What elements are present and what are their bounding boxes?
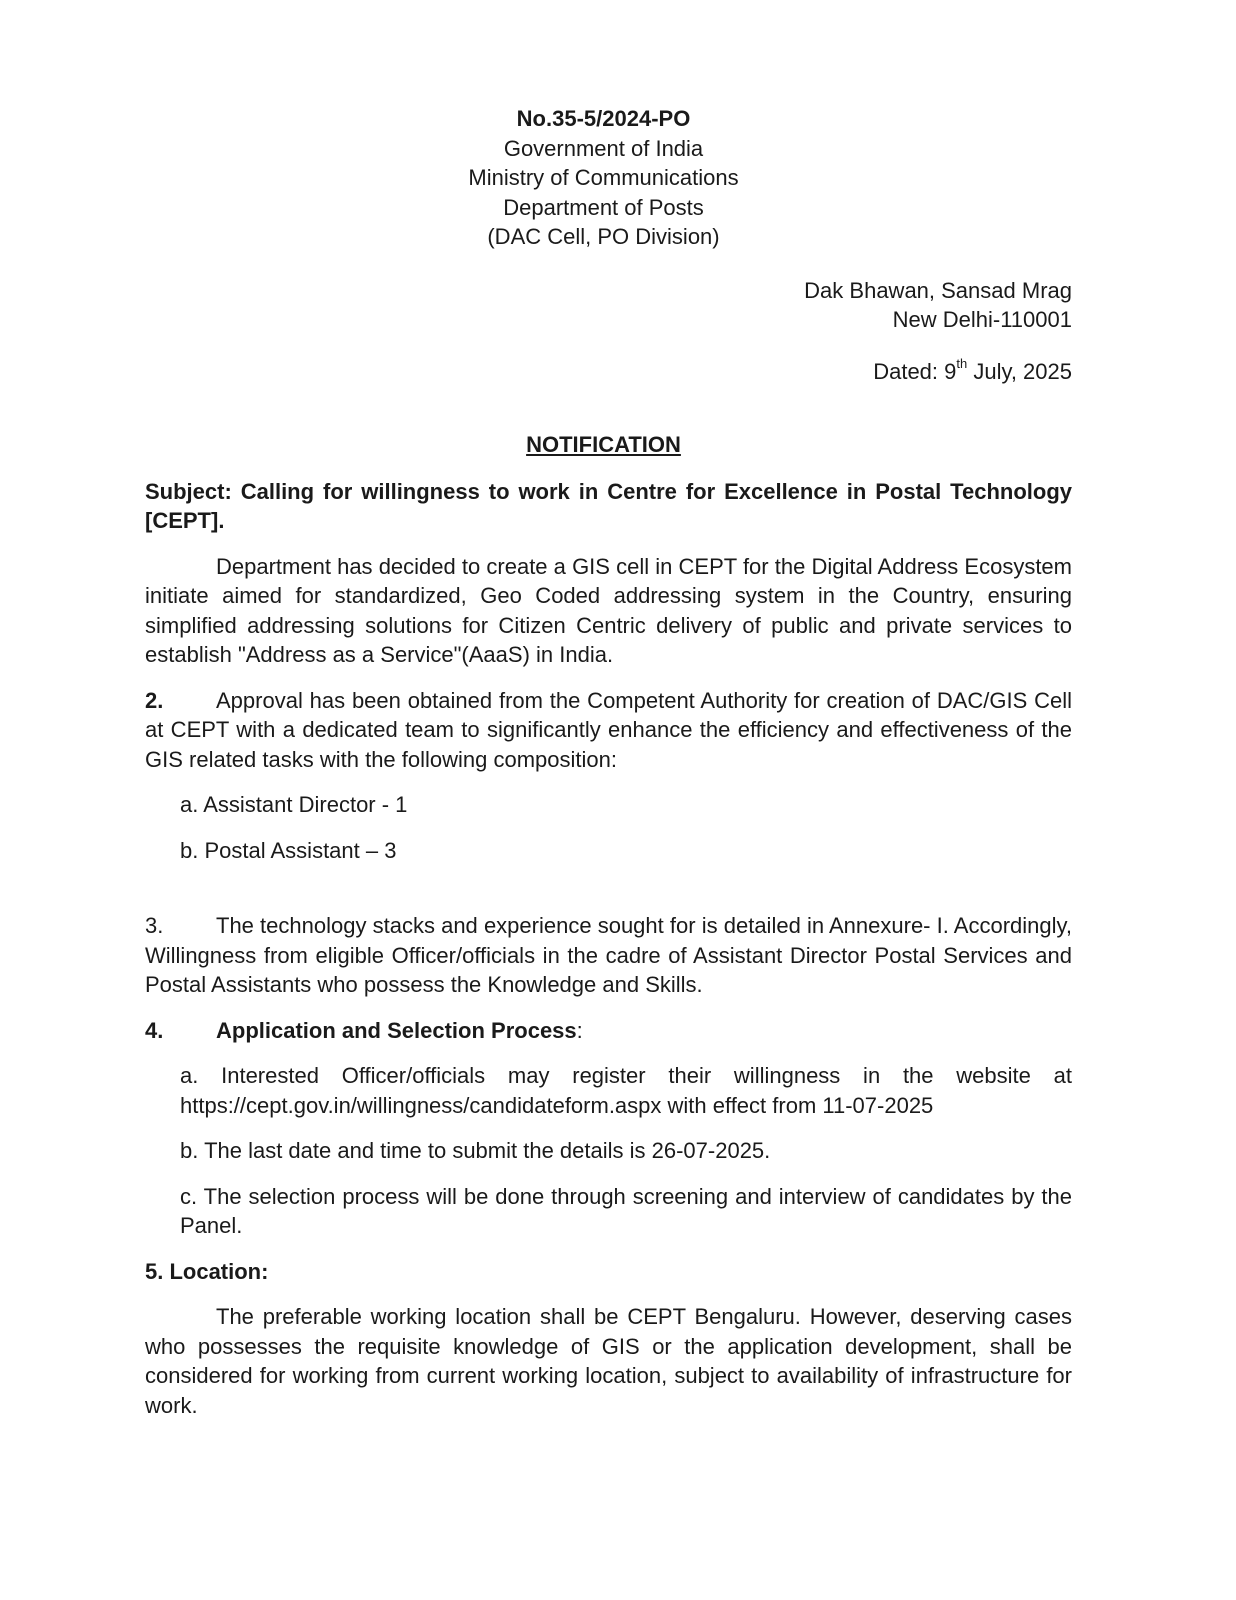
paragraph-2 xyxy=(145,686,1072,775)
composition-item-a: a. Assistant Director - 1 xyxy=(180,792,408,817)
address-line-2: New Delhi-110001 xyxy=(892,307,1072,332)
subject-text: : Calling for willingness to work in Centre for Excellence in Postal Technology [CEPT]. xyxy=(145,478,1072,533)
date-ordinal: th xyxy=(956,356,968,372)
reference-number: No.35-5/2024-PO xyxy=(516,106,691,131)
paragraph-4-heading xyxy=(145,1016,1072,1046)
header-department: Department of Posts xyxy=(503,194,704,220)
paragraph-5-text: The preferable working location shall be CEPT Bengaluru. However, deserving cases who possesses the requisite knowledge of GIS or the application development, shall be considered for working from current working location, subject to availability of infrastructure for work. xyxy=(145,1304,1072,1418)
office-address xyxy=(145,276,1072,335)
paragraph-4-number: 4. xyxy=(145,1017,164,1043)
paragraph-3-text: The technology stacks and experience sought for is detailed in Annexure- I. Accordingly, Willingness from eligible Officer/officials in the cadre of Assistant Director Postal Services and Postal Assistants who possess the Knowledge and Skills. xyxy=(145,913,1072,997)
date-suffix: July, 2025 xyxy=(967,358,1072,384)
paragraph-4-title: Application and Selection Process xyxy=(216,1017,577,1043)
letterhead xyxy=(135,104,1072,252)
paragraph-2-text: Approval has been obtained from the Competent Authority for creation of DAC/GIS Cell at CEPT with a dedicated team to significantly enhance the efficiency and effectiveness of the GIS related tasks with the following composition: xyxy=(145,687,1072,772)
header-division: (DAC Cell, PO Division) xyxy=(487,224,720,249)
subject-label: Subject xyxy=(145,478,225,504)
subject-line xyxy=(145,477,1072,536)
date-line xyxy=(145,357,1072,387)
paragraph-4-colon: : xyxy=(576,1017,583,1043)
notification-title: NOTIFICATION xyxy=(526,432,681,457)
composition-item-b: b. Postal Assistant – 3 xyxy=(180,837,397,863)
process-item-a: a. Interested Officer/officials may register their willingness in the website at https://cept.gov.in/willingness/candidateform.aspx with effect from 11-07-2025 xyxy=(180,1063,1072,1118)
date-prefix: Dated: 9 xyxy=(873,358,957,384)
paragraph-5-heading: 5. Location: xyxy=(145,1258,269,1284)
paragraph-3 xyxy=(145,911,1072,1000)
header-ministry: Ministry of Communications xyxy=(468,165,739,190)
paragraph-1: Department has decided to create a GIS cell in CEPT for the Digital Address Ecosystem initiate aimed for standardized, Geo Coded addressing system in the Country, ensuring simplified addressing solutions for Citizen Centric delivery of public and private services to establish "Address as a Service"(AaaS) in India. xyxy=(145,553,1072,667)
process-item-b: b. The last date and time to submit the details is 26-07-2025. xyxy=(180,1138,771,1163)
paragraph-2-number: 2. xyxy=(145,687,164,713)
process-item-c: c. The selection process will be done through screening and interview of candidates by the Panel. xyxy=(180,1183,1072,1238)
header-government: Government of India xyxy=(503,135,704,161)
address-line-1: Dak Bhawan, Sansad Mrag xyxy=(804,277,1072,303)
paragraph-3-number: 3. xyxy=(145,913,164,938)
